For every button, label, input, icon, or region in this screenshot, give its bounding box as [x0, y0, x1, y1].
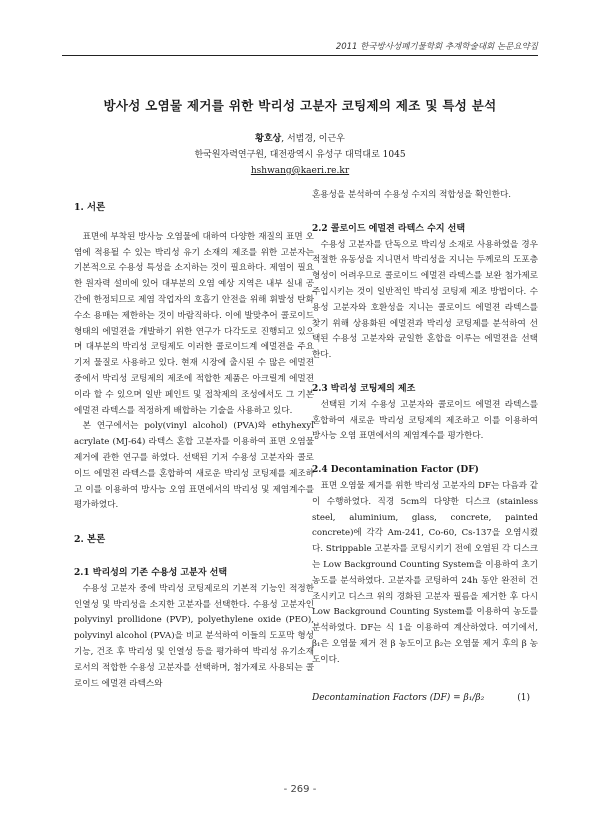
section-heading-body: 2. 본론 — [74, 534, 106, 546]
right-column — [312, 188, 538, 706]
paragraph: 선택된 기저 수용성 고분자와 콜로이드 에멀젼 라텍스를 혼합하여 새로운 박리성 코팅제의 제조하고 이를 이용하여 방사능 오염 표면에서의 제염계수를 평가한다. — [312, 399, 538, 442]
paragraph: 표면 오염물 제거를 위한 박리성 고분자의 DF는 다음과 같이 수행하였다. 직경 5cm의 다양한 디스크 (stainless steel, aluminium, glass, concrete, painted concrete)에 각각 Am-241, Co-60, Cs-137을 오염시켰다. Strippable 고분자를 코팅시키기 전에 오염된 각 디스크는 Low Background Counting System을 이용하여 초기 농도를 분석하였다. 고분자를 코팅하여 24h 동안 완전히 건조시키고 디스크 위의 경화된 고분자 필름을 제거한 후 다시 Low Background Counting System를 이용하여 농도를 분석하였다. DF는 식 1을 이용하여 계산하였다. 여기에서, β₁은 오염물 제거 전 β 농도이고 β₂는 오염물 제거 후의 β 농도이다. — [312, 480, 538, 665]
subsection-heading: 2.4 Decontamination Factor (DF) — [312, 465, 479, 476]
paragraph: 표면에 부착된 방사능 오염물에 대하여 다양한 재질의 표면 오염에 적용될 수 있는 박리성 유기 소재의 제조를 위한 고분자는 기본적으로 수용성 특성을 소지하는 것이 필요하다. 제염이 필요한 원자력 설비에 있어 대부분의 오염 예상 지역은 내부 실내 공간에 한정되므로 제염 작업자의 호흡기 안전을 위해 휘발성 탄화수소 용매는 제한하는 것이 바람직하다. 이에 발맞추어 콜로이드 형태의 에멀젼을 개발하기 위한 연구가 다각도로 진행되고 있으며 대부분의 박리성 코팅제도 이러한 콜로이드계 에멀젼을 주요 기저 물질로 사용하고 있다. 현재 시장에 출시된 수 많은 에멀젼 중에서 박리성 코팅제의 제조에 적합한 제품은 아크릴계 에멀젼이라 할 수 있으며 일반 페인트 및 접착제의 조성에서도 그 기본 에멀젼 라텍스를 적정하게 배합하는 기술을 사용하고 있다. — [74, 231, 314, 416]
equation — [312, 691, 538, 707]
co-authors: , 서범경, 이근우 — [281, 134, 345, 144]
paper-title: 방사성 오염물 제거를 위한 박리성 고분자 코팅제의 제조 및 특성 분석 — [103, 98, 497, 113]
subsection-heading: 2.2 콜로이드 에멀젼 라텍스 수지 선택 — [312, 223, 466, 234]
lead-author: 황호상 — [255, 134, 282, 144]
equation-formula: Decontamination Factors (DF) = β₁/β₂ — [312, 692, 485, 703]
equation-number: (1) — [517, 692, 530, 703]
running-header: 2011 한국방사성폐기물학회 추계학술대회 논문요약집 — [335, 42, 538, 52]
byline — [0, 131, 600, 179]
affiliation: 한국원자력연구원, 대전광역시 유성구 대덕대로 1045 — [194, 150, 406, 160]
author-email[interactable]: hshwang@kaeri.re.kr — [250, 166, 350, 176]
subsection-heading: 2.3 박리성 코팅제의 제조 — [312, 383, 416, 394]
section-heading-intro: 1. 서론 — [74, 202, 106, 213]
page-number: - 269 - — [283, 784, 317, 795]
paragraph: 수용성 고분자 중에 박리성 코팅제로의 기본적 기능인 적정한 인열성 및 박리성을 소지한 고분자를 선택한다. 수용성 고분자인 polyvinyl prollidone (PVP), polyethylene oxide (PEO), polyvinyl alcohol (PVA)을 비교 분석하여 이들의 도포막 형성기능, 건조 후 박리성 및 인열성 등을 평가하여 박리성 유기소재로서의 적합한 수용성 고분자를 선택하며, 첨가제로 사용되는 콜로이드 에멀젼 라텍스와 — [74, 583, 314, 689]
paragraph: 본 연구에서는 poly(vinyl alcohol) (PVA)와 ethyhexyl acrylate (MJ-64) 라텍스 혼합 고분자를 이용하여 표면 오염물 제거에 관한 연구를 하였다. 선택된 기저 수용성 고분자와 콜로이드 에멀젼 라텍스를 혼합하여 새로운 박리성 코팅제를 제조하고 이를 이용하여 방사능 오염 표면에서의 박리성 및 제염계수를 평가하였다. — [74, 421, 314, 511]
paragraph: 수용성 고분자를 단독으로 박리성 소재로 사용하였을 경우 적절한 유동성을 지니면서 박리성을 지니는 두께로의 도포층 형성이 어려우므로 콜로이드 에멀젼 라텍스를 보완 첨가제로 주입시키는 것이 일반적인 박리성 코팅제 제조 방법이다. 수용성 고분자와 호환성을 지니는 콜로이드 에멀젼 라텍스를 찾기 위해 상용화된 에멀젼과 박리성 코팅제를 분석하여 선택된 수용성 고분자와 균일한 혼합을 이루는 에멀젼을 선택한다. — [312, 239, 538, 361]
authors — [0, 131, 600, 147]
paragraph: 혼용성을 분석하여 수용성 수지의 적합성을 확인한다. — [312, 190, 512, 200]
header-rule — [62, 55, 538, 56]
left-column — [74, 200, 314, 692]
subsection-heading: 2.1 박리성의 기존 수용성 고분자 선택 — [74, 567, 228, 578]
